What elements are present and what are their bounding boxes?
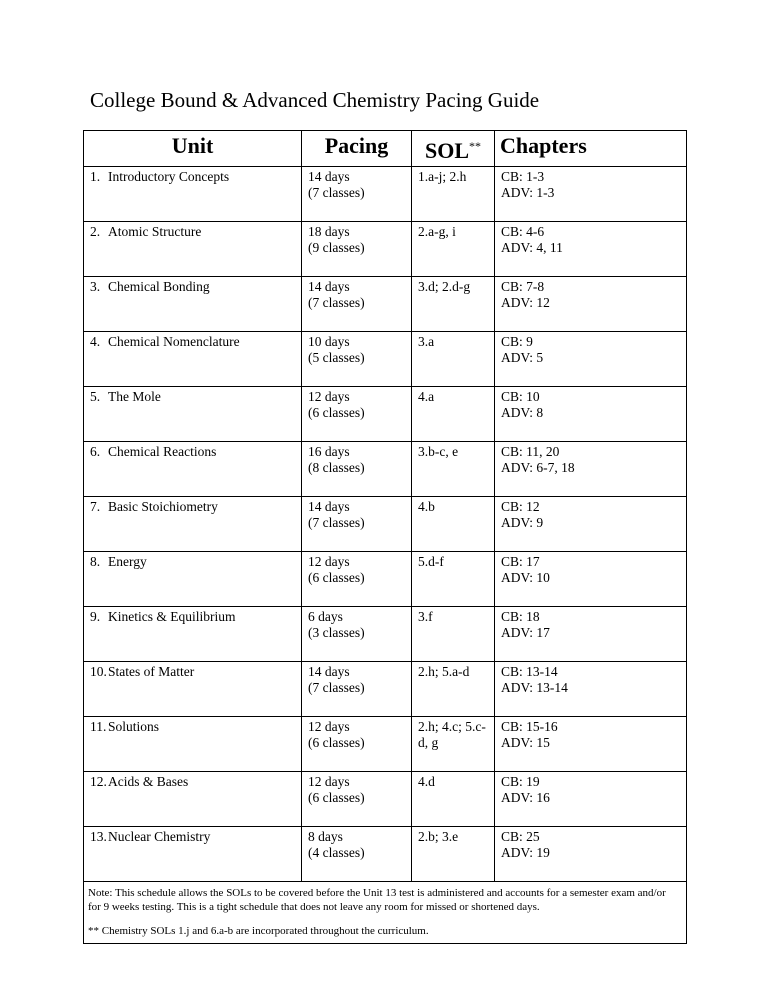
table-row	[84, 717, 687, 772]
unit-cell	[84, 167, 302, 222]
pacing-classes: (8 classes)	[308, 459, 365, 475]
pacing-classes: (6 classes)	[308, 404, 365, 420]
chapters-adv: ADV: 9	[501, 514, 544, 530]
chapters-cb: CB: 17	[501, 554, 540, 569]
table-row	[84, 662, 687, 717]
note-row	[84, 882, 687, 944]
table-row	[84, 332, 687, 387]
unit-number: 7.	[90, 499, 101, 514]
sol-cell: 5.d-f	[412, 552, 495, 607]
pacing-cell	[302, 277, 412, 332]
unit-cell	[84, 442, 302, 497]
unit-cell	[84, 827, 302, 882]
unit-name: States of Matter	[108, 664, 195, 679]
unit-cell	[84, 607, 302, 662]
unit-number: 8.	[90, 554, 101, 569]
unit-header: Unit	[84, 131, 302, 167]
chapters-header: Chapters	[495, 131, 687, 167]
chapters-cb: CB: 7-8	[501, 279, 545, 294]
chapters-cb: CB: 10	[501, 389, 540, 404]
sol-cell: 2.a-g, i	[412, 222, 495, 277]
table-row	[84, 222, 687, 277]
pacing-days: 10 days	[308, 334, 350, 349]
unit-number: 1.	[90, 169, 101, 184]
sol-cell: 3.d; 2.d-g	[412, 277, 495, 332]
chapters-adv: ADV: 17	[501, 624, 550, 640]
chapters-cell	[495, 772, 687, 827]
unit-name: Kinetics & Equilibrium	[108, 609, 236, 624]
unit-name: Nuclear Chemistry	[108, 829, 211, 844]
chapters-adv: ADV: 16	[501, 789, 550, 805]
unit-number: 9.	[90, 609, 101, 624]
pacing-days: 12 days	[308, 719, 350, 734]
pacing-days: 14 days	[308, 499, 350, 514]
pacing-days: 14 days	[308, 664, 350, 679]
table-row	[84, 497, 687, 552]
chapters-cell	[495, 442, 687, 497]
chapters-cb: CB: 25	[501, 829, 540, 844]
sol-cell: 2.h; 5.a-d	[412, 662, 495, 717]
unit-number: 12.	[90, 774, 107, 789]
unit-name: Atomic Structure	[108, 224, 202, 239]
unit-cell	[84, 387, 302, 442]
header-row	[84, 131, 687, 167]
pacing-cell	[302, 607, 412, 662]
sol-cell: 3.a	[412, 332, 495, 387]
sol-header	[412, 131, 495, 167]
chapters-cell	[495, 662, 687, 717]
chapters-adv: ADV: 5	[501, 349, 544, 365]
unit-number: 3.	[90, 279, 101, 294]
unit-cell	[84, 552, 302, 607]
sol-cell: 4.a	[412, 387, 495, 442]
unit-number: 10.	[90, 664, 107, 679]
unit-number: 5.	[90, 389, 101, 404]
chapters-cb: CB: 19	[501, 774, 540, 789]
chapters-cb: CB: 9	[501, 334, 533, 349]
pacing-classes: (6 classes)	[308, 789, 365, 805]
chapters-cb: CB: 11, 20	[501, 444, 560, 459]
schedule-note: Note: This schedule allows the SOLs to be covered before the Unit 13 test is administered and accounts for a semester exam and/or for 9 weeks testing. This is a tight schedule that does not leave any room for missed or shortened days.	[88, 887, 666, 913]
chapters-cb: CB: 18	[501, 609, 540, 624]
chapters-cell	[495, 387, 687, 442]
pacing-days: 16 days	[308, 444, 350, 459]
pacing-classes: (7 classes)	[308, 679, 365, 695]
chapters-cb: CB: 4-6	[501, 224, 545, 239]
unit-cell	[84, 277, 302, 332]
chapters-adv: ADV: 19	[501, 844, 550, 860]
pacing-cell	[302, 772, 412, 827]
pacing-days: 12 days	[308, 774, 350, 789]
sol-cell: 4.d	[412, 772, 495, 827]
unit-number: 4.	[90, 334, 101, 349]
pacing-classes: (9 classes)	[308, 239, 365, 255]
pacing-days: 18 days	[308, 224, 350, 239]
unit-name: Solutions	[108, 719, 160, 734]
pacing-days: 6 days	[308, 609, 343, 624]
table-row	[84, 552, 687, 607]
chapters-cell	[495, 552, 687, 607]
table-row	[84, 387, 687, 442]
unit-name: Acids & Bases	[108, 774, 189, 789]
sol-cell: 2.b; 3.e	[412, 827, 495, 882]
pacing-cell	[302, 222, 412, 277]
unit-number: 2.	[90, 224, 101, 239]
unit-number: 6.	[90, 444, 101, 459]
pacing-cell	[302, 717, 412, 772]
chapters-cb: CB: 1-3	[501, 169, 545, 184]
chapters-cell	[495, 277, 687, 332]
pacing-classes: (3 classes)	[308, 624, 365, 640]
pacing-classes: (4 classes)	[308, 844, 365, 860]
chapters-cell	[495, 717, 687, 772]
pacing-table	[83, 130, 687, 944]
unit-name: Basic Stoichiometry	[108, 499, 218, 514]
chapters-cell	[495, 607, 687, 662]
sol-cell: 3.b-c, e	[412, 442, 495, 497]
unit-name: Chemical Reactions	[108, 444, 217, 459]
pacing-cell	[302, 497, 412, 552]
chapters-cell	[495, 167, 687, 222]
chapters-cell	[495, 827, 687, 882]
unit-name: The Mole	[108, 389, 161, 404]
sol-footnote-mark: **	[469, 139, 482, 153]
pacing-classes: (5 classes)	[308, 349, 365, 365]
table-row	[84, 167, 687, 222]
pacing-days: 12 days	[308, 389, 350, 404]
sol-header-label: SOL	[424, 138, 470, 163]
sol-cell: 3.f	[412, 607, 495, 662]
pacing-classes: (7 classes)	[308, 514, 365, 530]
unit-cell	[84, 332, 302, 387]
unit-name: Chemical Nomenclature	[108, 334, 240, 349]
page-title: College Bound & Advanced Chemistry Pacing Guide	[90, 88, 540, 112]
unit-cell	[84, 222, 302, 277]
pacing-cell	[302, 442, 412, 497]
pacing-cell	[302, 827, 412, 882]
pacing-classes: (6 classes)	[308, 734, 365, 750]
pacing-cell	[302, 662, 412, 717]
unit-cell	[84, 772, 302, 827]
chapters-cb: CB: 12	[501, 499, 540, 514]
table-row	[84, 772, 687, 827]
table-row	[84, 607, 687, 662]
sol-cell: 2.h; 4.c; 5.c-d, g	[412, 717, 495, 772]
chapters-adv: ADV: 15	[501, 734, 550, 750]
pacing-cell	[302, 552, 412, 607]
pacing-cell	[302, 332, 412, 387]
sol-footnote: ** Chemistry SOLs 1.j and 6.a-b are incorporated throughout the curriculum.	[88, 925, 429, 937]
chapters-adv: ADV: 4, 11	[501, 239, 563, 255]
pacing-classes: (6 classes)	[308, 569, 365, 585]
unit-cell	[84, 717, 302, 772]
unit-cell	[84, 497, 302, 552]
chapters-cell	[495, 222, 687, 277]
sol-cell: 1.a-j; 2.h	[412, 167, 495, 222]
pacing-days: 12 days	[308, 554, 350, 569]
table-row	[84, 827, 687, 882]
unit-name: Energy	[108, 554, 147, 569]
pacing-classes: (7 classes)	[308, 294, 365, 310]
chapters-adv: ADV: 6-7, 18	[501, 459, 575, 475]
pacing-days: 14 days	[308, 169, 350, 184]
chapters-adv: ADV: 1-3	[501, 184, 555, 200]
chapters-cell	[495, 497, 687, 552]
chapters-adv: ADV: 13-14	[501, 679, 568, 695]
unit-cell	[84, 662, 302, 717]
unit-number: 13.	[90, 829, 107, 844]
unit-name: Chemical Bonding	[108, 279, 210, 294]
chapters-adv: ADV: 8	[501, 404, 544, 420]
unit-name: Introductory Concepts	[108, 169, 230, 184]
note-cell	[84, 882, 687, 944]
pacing-cell	[302, 167, 412, 222]
table-row	[84, 277, 687, 332]
sol-cell: 4.b	[412, 497, 495, 552]
chapters-adv: ADV: 12	[501, 294, 550, 310]
pacing-days: 14 days	[308, 279, 350, 294]
chapters-cell	[495, 332, 687, 387]
unit-number: 11.	[90, 719, 107, 734]
pacing-header: Pacing	[302, 131, 412, 167]
pacing-cell	[302, 387, 412, 442]
table-row	[84, 442, 687, 497]
chapters-adv: ADV: 10	[501, 569, 550, 585]
chapters-cb: CB: 13-14	[501, 664, 558, 679]
chapters-cb: CB: 15-16	[501, 719, 558, 734]
pacing-classes: (7 classes)	[308, 184, 365, 200]
pacing-days: 8 days	[308, 829, 343, 844]
